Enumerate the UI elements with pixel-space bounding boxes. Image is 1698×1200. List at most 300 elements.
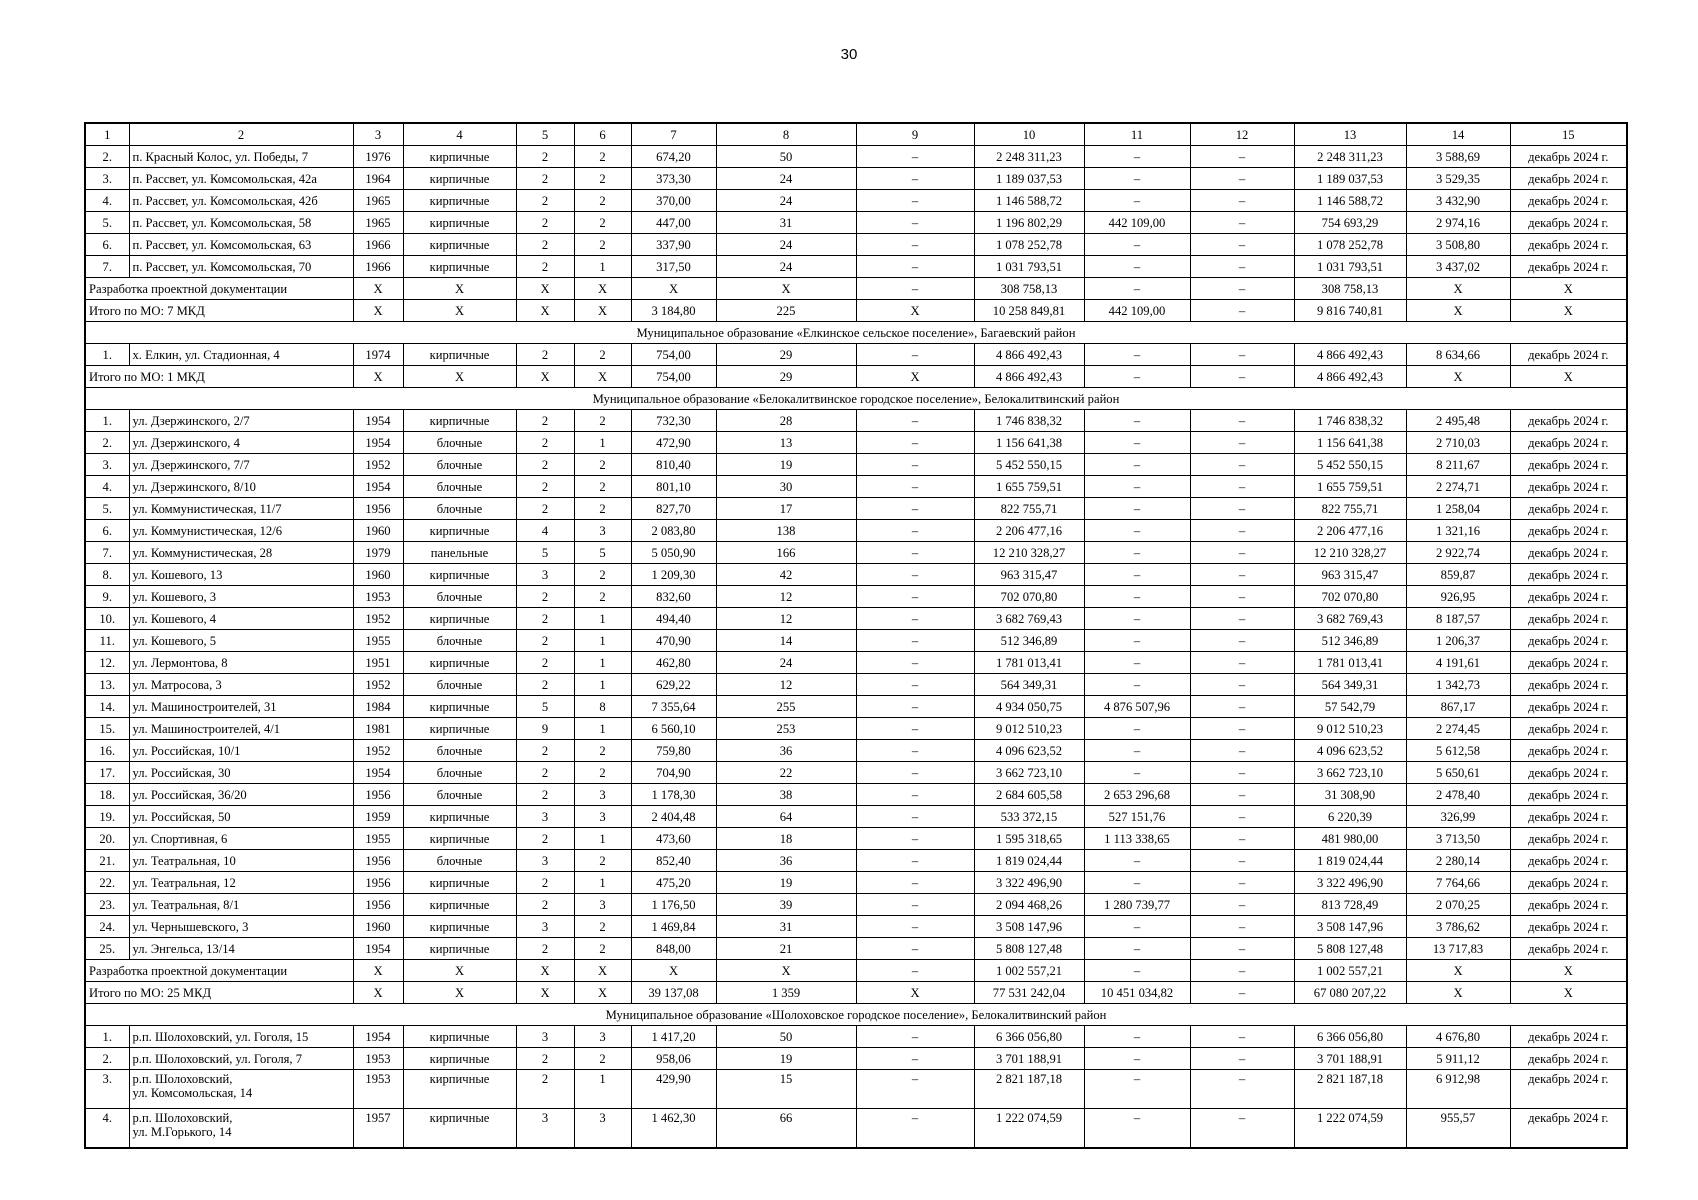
table-cell: 1: [574, 608, 631, 630]
table-cell: 1 031 793,51: [1294, 256, 1406, 278]
table-cell: 337,90: [631, 234, 716, 256]
table-cell: –: [856, 652, 974, 674]
table-cell: блочные: [403, 850, 516, 872]
table-cell: –: [1084, 1026, 1190, 1048]
table-cell: декабрь 2024 г.: [1510, 344, 1627, 366]
table-cell: 832,60: [631, 586, 716, 608]
table-cell: X: [403, 366, 516, 388]
table-cell: блочные: [403, 630, 516, 652]
table-cell: 1: [574, 432, 631, 454]
table-cell: –: [1084, 916, 1190, 938]
table-cell: 1966: [353, 234, 403, 256]
table-cell: 6 366 056,80: [974, 1026, 1084, 1048]
table-cell: X: [1406, 366, 1510, 388]
table-cell: 39: [716, 894, 856, 916]
table-cell: 4 876 507,96: [1084, 696, 1190, 718]
table-cell: 4 866 492,43: [1294, 366, 1406, 388]
table-cell: декабрь 2024 г.: [1510, 190, 1627, 212]
table-cell: X: [1510, 300, 1627, 322]
table-row: [85, 630, 1627, 652]
table-cell: X: [403, 278, 516, 300]
table-cell: 1953: [353, 586, 403, 608]
table-cell: –: [1084, 454, 1190, 476]
table-cell: –: [856, 498, 974, 520]
table-cell: 8 634,66: [1406, 344, 1510, 366]
table-cell: 7 355,64: [631, 696, 716, 718]
table-cell: 3.: [85, 168, 129, 190]
table-cell: 859,87: [1406, 564, 1510, 586]
table-cell: 3: [516, 806, 574, 828]
table-cell: 317,50: [631, 256, 716, 278]
table-cell: X: [1510, 366, 1627, 388]
table-cell: X: [856, 366, 974, 388]
table-cell: 1952: [353, 740, 403, 762]
table-cell: 2 094 468,26: [974, 894, 1084, 916]
address-cell: ул. Коммунистическая, 28: [129, 542, 353, 564]
municipality-header-row: [85, 322, 1627, 344]
table-cell: 1.: [85, 410, 129, 432]
table-cell: 19: [716, 872, 856, 894]
table-row: [85, 938, 1627, 960]
table-cell: 481 980,00: [1294, 828, 1406, 850]
table-cell: 36: [716, 850, 856, 872]
column-number-cell: 8: [716, 123, 856, 146]
table-cell: –: [1084, 1048, 1190, 1070]
table-cell: кирпичные: [403, 190, 516, 212]
table-cell: 1.: [85, 344, 129, 366]
summary-row: [85, 982, 1627, 1004]
table-cell: декабрь 2024 г.: [1510, 168, 1627, 190]
table-cell: 370,00: [631, 190, 716, 212]
table-cell: 31: [716, 916, 856, 938]
table-row: [85, 256, 1627, 278]
table-cell: 3: [574, 894, 631, 916]
table-cell: 1960: [353, 564, 403, 586]
table-cell: 429,90: [631, 1070, 716, 1109]
table-cell: X: [716, 960, 856, 982]
table-cell: –: [1084, 498, 1190, 520]
table-cell: декабрь 2024 г.: [1510, 498, 1627, 520]
table-row: [85, 564, 1627, 586]
summary-label: Итого по МО: 7 МКД: [85, 300, 353, 322]
table-cell: 326,99: [1406, 806, 1510, 828]
table-cell: 2: [516, 212, 574, 234]
address-cell: ул. Лермонтова, 8: [129, 652, 353, 674]
table-cell: декабрь 2024 г.: [1510, 630, 1627, 652]
table-cell: декабрь 2024 г.: [1510, 740, 1627, 762]
table-cell: 470,90: [631, 630, 716, 652]
table-cell: X: [856, 982, 974, 1004]
table-cell: блочные: [403, 476, 516, 498]
table-cell: –: [1084, 938, 1190, 960]
table-cell: –: [856, 586, 974, 608]
address-cell: р.п. Шолоховский, ул. Комсомольская, 14: [129, 1070, 353, 1109]
address-cell: ул. Коммунистическая, 12/6: [129, 520, 353, 542]
table-cell: 2: [574, 1048, 631, 1070]
table-cell: 1979: [353, 542, 403, 564]
column-number-cell: 4: [403, 123, 516, 146]
table-cell: –: [856, 432, 974, 454]
column-number-cell: 9: [856, 123, 974, 146]
table-cell: блочные: [403, 586, 516, 608]
table-row: [85, 652, 1627, 674]
table-cell: 1 146 588,72: [1294, 190, 1406, 212]
table-cell: 28: [716, 410, 856, 432]
table-cell: 308 758,13: [974, 278, 1084, 300]
table-cell: 5.: [85, 212, 129, 234]
table-cell: –: [856, 872, 974, 894]
table-row: [85, 190, 1627, 212]
table-cell: 754 693,29: [1294, 212, 1406, 234]
table-cell: 732,30: [631, 410, 716, 432]
address-cell: х. Елкин, ул. Стадионная, 4: [129, 344, 353, 366]
table-cell: –: [1084, 520, 1190, 542]
table-cell: –: [1190, 520, 1294, 542]
address-cell: ул. Кошевого, 3: [129, 586, 353, 608]
table-row: [85, 872, 1627, 894]
table-cell: кирпичные: [403, 718, 516, 740]
table-row: [85, 410, 1627, 432]
municipality-header-row: [85, 1004, 1627, 1026]
table-cell: 564 349,31: [974, 674, 1084, 696]
table-cell: блочные: [403, 498, 516, 520]
summary-label: Разработка проектной документации: [85, 278, 353, 300]
table-cell: 29: [716, 344, 856, 366]
table-cell: 955,57: [1406, 1109, 1510, 1149]
table-cell: 1976: [353, 146, 403, 168]
table-cell: 1 819 024,44: [1294, 850, 1406, 872]
table-cell: 442 109,00: [1084, 300, 1190, 322]
address-cell: п. Рассвет, ул. Комсомольская, 42б: [129, 190, 353, 212]
table-cell: 1974: [353, 344, 403, 366]
column-number-cell: 10: [974, 123, 1084, 146]
table-cell: декабрь 2024 г.: [1510, 938, 1627, 960]
table-cell: 1 189 037,53: [974, 168, 1084, 190]
table-cell: 21: [716, 938, 856, 960]
table-cell: –: [856, 894, 974, 916]
table-cell: 1954: [353, 476, 403, 498]
table-cell: 629,22: [631, 674, 716, 696]
table-cell: X: [403, 982, 516, 1004]
table-cell: 1960: [353, 520, 403, 542]
table-cell: кирпичные: [403, 696, 516, 718]
housing-register-table: [84, 122, 1628, 1149]
table-cell: 1 417,20: [631, 1026, 716, 1048]
table-cell: 1 746 838,32: [974, 410, 1084, 432]
table-cell: –: [1084, 718, 1190, 740]
table-cell: –: [1084, 850, 1190, 872]
table-cell: –: [1190, 256, 1294, 278]
table-cell: 810,40: [631, 454, 716, 476]
table-cell: кирпичные: [403, 608, 516, 630]
table-cell: 10 451 034,82: [1084, 982, 1190, 1004]
table-cell: 1 655 759,51: [974, 476, 1084, 498]
table-cell: 674,20: [631, 146, 716, 168]
table-cell: декабрь 2024 г.: [1510, 608, 1627, 630]
table-cell: –: [1084, 256, 1190, 278]
table-cell: 15.: [85, 718, 129, 740]
table-cell: 2: [516, 828, 574, 850]
table-row: [85, 212, 1627, 234]
table-cell: –: [1190, 234, 1294, 256]
table-cell: X: [1510, 960, 1627, 982]
table-cell: 1: [574, 828, 631, 850]
table-row: [85, 344, 1627, 366]
table-cell: X: [574, 366, 631, 388]
table-cell: 24: [716, 190, 856, 212]
table-cell: –: [1084, 1109, 1190, 1149]
table-cell: 1 746 838,32: [1294, 410, 1406, 432]
address-cell: ул. Российская, 10/1: [129, 740, 353, 762]
address-cell: р.п. Шолоховский, ул. Гоголя, 7: [129, 1048, 353, 1070]
table-cell: 848,00: [631, 938, 716, 960]
address-cell: ул. Энгельса, 13/14: [129, 938, 353, 960]
table-cell: 7.: [85, 256, 129, 278]
address-cell: п. Рассвет, ул. Комсомольская, 70: [129, 256, 353, 278]
table-cell: кирпичные: [403, 828, 516, 850]
table-cell: 1953: [353, 1070, 403, 1109]
table-cell: 23.: [85, 894, 129, 916]
table-cell: декабрь 2024 г.: [1510, 894, 1627, 916]
table-cell: 2: [516, 1048, 574, 1070]
table-cell: 1953: [353, 1048, 403, 1070]
table-cell: 2 206 477,16: [974, 520, 1084, 542]
table-cell: кирпичные: [403, 256, 516, 278]
table-cell: 3 508 147,96: [974, 916, 1084, 938]
table-cell: 702 070,80: [1294, 586, 1406, 608]
table-cell: –: [856, 146, 974, 168]
table-cell: X: [1510, 982, 1627, 1004]
table-cell: 253: [716, 718, 856, 740]
page-number: 30: [840, 46, 858, 63]
table-cell: X: [574, 960, 631, 982]
table-cell: 13: [716, 432, 856, 454]
municipality-name: Муниципальное образование «Белокалитвинское городское поселение», Белокалитвинский район: [85, 388, 1627, 410]
table-cell: –: [1084, 432, 1190, 454]
table-cell: 2: [574, 850, 631, 872]
table-cell: 2: [516, 498, 574, 520]
table-cell: 1954: [353, 762, 403, 784]
table-cell: 2: [516, 146, 574, 168]
table-cell: –: [1190, 674, 1294, 696]
table-cell: –: [1084, 652, 1190, 674]
table-cell: кирпичные: [403, 894, 516, 916]
table-cell: 13 717,83: [1406, 938, 1510, 960]
table-cell: 66: [716, 1109, 856, 1149]
table-cell: 12: [716, 586, 856, 608]
table-cell: 963 315,47: [974, 564, 1084, 586]
table-cell: X: [1406, 300, 1510, 322]
table-cell: 754,00: [631, 344, 716, 366]
table-cell: 564 349,31: [1294, 674, 1406, 696]
table-row: [85, 1026, 1627, 1048]
table-cell: 1954: [353, 432, 403, 454]
table-cell: 57 542,79: [1294, 696, 1406, 718]
table-cell: декабрь 2024 г.: [1510, 586, 1627, 608]
table-cell: 494,40: [631, 608, 716, 630]
table-cell: 2: [574, 740, 631, 762]
table-cell: 1964: [353, 168, 403, 190]
table-cell: 5 452 550,15: [1294, 454, 1406, 476]
address-cell: ул. Театральная, 12: [129, 872, 353, 894]
table-cell: декабрь 2024 г.: [1510, 432, 1627, 454]
table-cell: 5 808 127,48: [974, 938, 1084, 960]
table-cell: 1: [574, 674, 631, 696]
table-cell: –: [856, 278, 974, 300]
summary-label: Итого по МО: 1 МКД: [85, 366, 353, 388]
table-cell: 4 096 623,52: [1294, 740, 1406, 762]
address-cell: ул. Театральная, 10: [129, 850, 353, 872]
table-cell: 1956: [353, 894, 403, 916]
table-cell: –: [1190, 1048, 1294, 1070]
table-cell: –: [1084, 168, 1190, 190]
table-row: [85, 850, 1627, 872]
table-row: [85, 1070, 1627, 1109]
column-number-row: [85, 123, 1627, 146]
table-row: [85, 762, 1627, 784]
table-cell: 19.: [85, 806, 129, 828]
table-cell: 4 934 050,75: [974, 696, 1084, 718]
column-number-cell: 5: [516, 123, 574, 146]
table-cell: кирпичные: [403, 1026, 516, 1048]
table-cell: 1 469,84: [631, 916, 716, 938]
table-cell: 1951: [353, 652, 403, 674]
table-cell: –: [1190, 1109, 1294, 1149]
table-cell: 2: [516, 190, 574, 212]
table-cell: X: [353, 300, 403, 322]
table-cell: 2: [574, 190, 631, 212]
table-cell: 2: [516, 256, 574, 278]
table-cell: –: [856, 520, 974, 542]
column-number-cell: 3: [353, 123, 403, 146]
table-cell: X: [716, 278, 856, 300]
municipality-header-row: [85, 388, 1627, 410]
table-cell: 1 196 802,29: [974, 212, 1084, 234]
table-cell: 827,70: [631, 498, 716, 520]
table-cell: –: [1190, 850, 1294, 872]
table-cell: 5 650,61: [1406, 762, 1510, 784]
table-cell: декабрь 2024 г.: [1510, 476, 1627, 498]
table-cell: 9 816 740,81: [1294, 300, 1406, 322]
table-row: [85, 520, 1627, 542]
table-cell: декабрь 2024 г.: [1510, 234, 1627, 256]
table-cell: декабрь 2024 г.: [1510, 1109, 1627, 1149]
table-cell: –: [1084, 410, 1190, 432]
table-cell: 67 080 207,22: [1294, 982, 1406, 1004]
table-cell: 2: [516, 652, 574, 674]
table-cell: –: [1190, 212, 1294, 234]
table-cell: 1956: [353, 498, 403, 520]
table-cell: 2: [574, 212, 631, 234]
table-cell: 442 109,00: [1084, 212, 1190, 234]
table-cell: 1965: [353, 212, 403, 234]
column-number-cell: 15: [1510, 123, 1627, 146]
table-cell: –: [1190, 938, 1294, 960]
table-cell: 1955: [353, 630, 403, 652]
table-row: [85, 498, 1627, 520]
column-number-cell: 12: [1190, 123, 1294, 146]
table-cell: декабрь 2024 г.: [1510, 454, 1627, 476]
table-cell: 3: [516, 564, 574, 586]
table-cell: 1 078 252,78: [1294, 234, 1406, 256]
table-cell: 4.: [85, 190, 129, 212]
table-cell: 3 662 723,10: [974, 762, 1084, 784]
table-cell: 5 808 127,48: [1294, 938, 1406, 960]
table-cell: блочные: [403, 762, 516, 784]
table-cell: 2: [574, 938, 631, 960]
table-cell: 3 701 188,91: [974, 1048, 1084, 1070]
table-cell: X: [631, 278, 716, 300]
table-cell: 704,90: [631, 762, 716, 784]
table-cell: 6.: [85, 520, 129, 542]
table-cell: 2: [516, 762, 574, 784]
table-cell: 21.: [85, 850, 129, 872]
table-cell: 14.: [85, 696, 129, 718]
address-cell: р.п. Шолоховский, ул. Гоголя, 15: [129, 1026, 353, 1048]
table-row: [85, 1109, 1627, 1149]
table-cell: 3 322 496,90: [1294, 872, 1406, 894]
table-cell: 2 495,48: [1406, 410, 1510, 432]
table-cell: 2.: [85, 432, 129, 454]
table-cell: 3: [574, 784, 631, 806]
table-cell: 9 012 510,23: [1294, 718, 1406, 740]
table-cell: 14: [716, 630, 856, 652]
table-cell: 1 781 013,41: [974, 652, 1084, 674]
table-cell: 1959: [353, 806, 403, 828]
table-cell: –: [1190, 344, 1294, 366]
table-cell: 9 012 510,23: [974, 718, 1084, 740]
table-cell: –: [1084, 234, 1190, 256]
table-cell: 36: [716, 740, 856, 762]
table-cell: декабрь 2024 г.: [1510, 1026, 1627, 1048]
table-cell: 3: [516, 850, 574, 872]
table-cell: 11.: [85, 630, 129, 652]
table-cell: X: [631, 960, 716, 982]
table-cell: 38: [716, 784, 856, 806]
address-cell: ул. Коммунистическая, 11/7: [129, 498, 353, 520]
table-cell: –: [1190, 454, 1294, 476]
table-cell: 2: [516, 432, 574, 454]
table-cell: –: [1084, 476, 1190, 498]
table-cell: 3: [516, 1026, 574, 1048]
table-cell: 5 911,12: [1406, 1048, 1510, 1070]
table-cell: кирпичные: [403, 1070, 516, 1109]
table-cell: 4 096 623,52: [974, 740, 1084, 762]
table-cell: декабрь 2024 г.: [1510, 410, 1627, 432]
table-cell: –: [856, 762, 974, 784]
table-cell: 1 178,30: [631, 784, 716, 806]
table-cell: блочные: [403, 674, 516, 696]
table-cell: –: [1084, 344, 1190, 366]
table-cell: –: [1190, 784, 1294, 806]
table-cell: 2: [516, 784, 574, 806]
table-cell: 2: [516, 344, 574, 366]
table-cell: 13.: [85, 674, 129, 696]
table-cell: –: [856, 454, 974, 476]
table-cell: 22: [716, 762, 856, 784]
table-cell: 2: [574, 476, 631, 498]
table-cell: –: [1190, 146, 1294, 168]
column-number-cell: 2: [129, 123, 353, 146]
table-cell: 2: [516, 234, 574, 256]
table-cell: 473,60: [631, 828, 716, 850]
table-cell: декабрь 2024 г.: [1510, 674, 1627, 696]
table-cell: 9: [516, 718, 574, 740]
table-cell: 308 758,13: [1294, 278, 1406, 300]
address-cell: ул. Кошевого, 4: [129, 608, 353, 630]
address-cell: ул. Дзержинского, 8/10: [129, 476, 353, 498]
table-cell: –: [1190, 916, 1294, 938]
